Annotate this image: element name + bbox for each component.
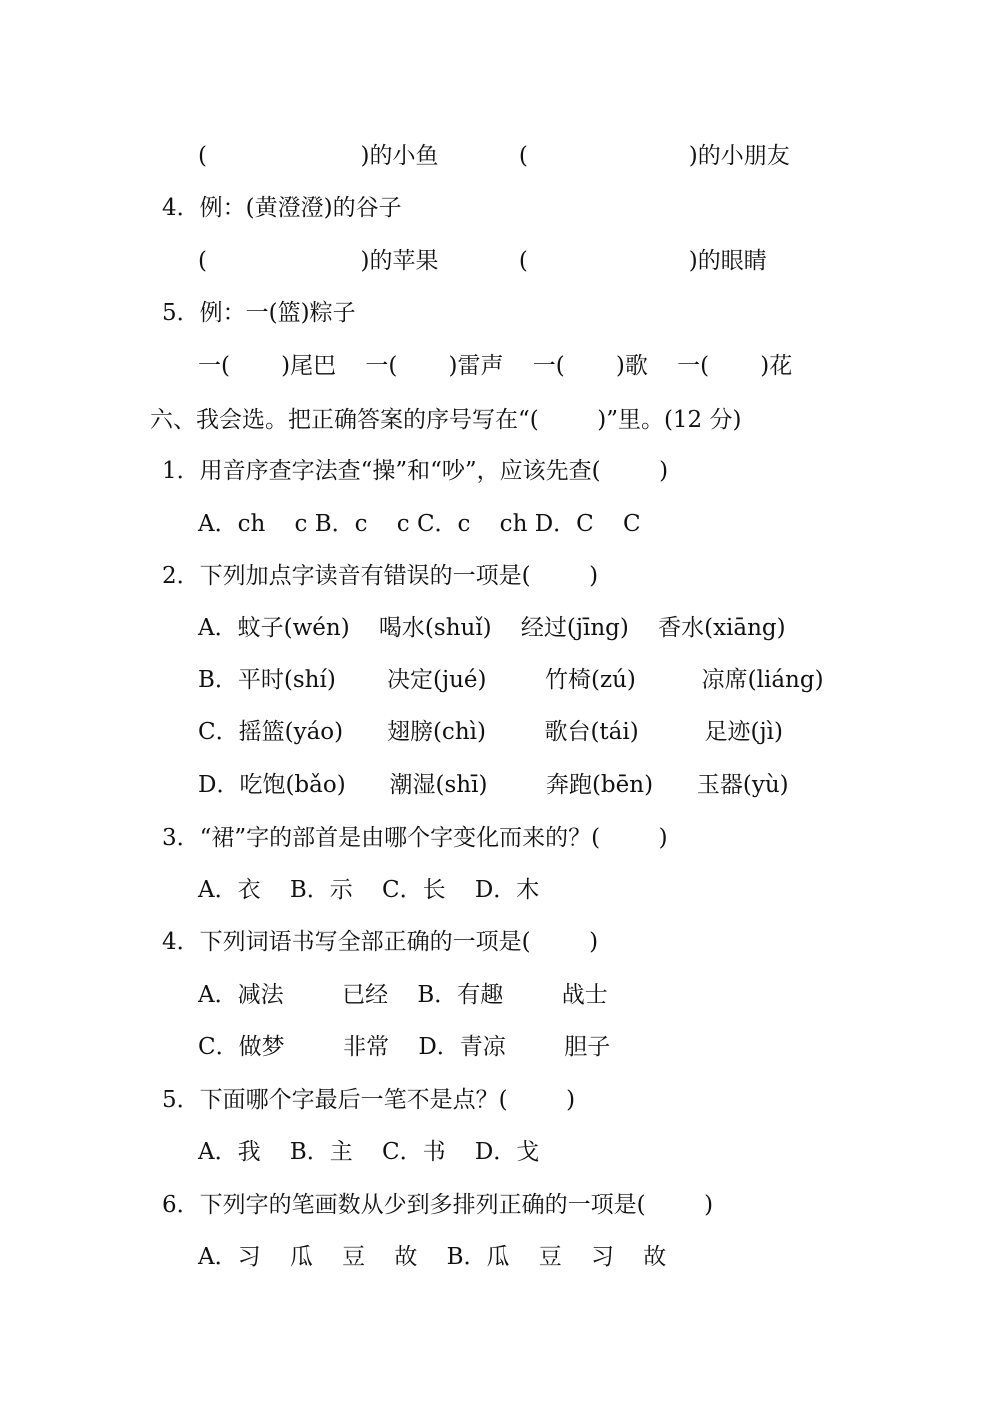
section-6-title: 六、我会选。把正确答案的序号写在“( )”里。(12 分) [150, 407, 742, 433]
section-6-question-1-options: A．ch c B．c c C．c ch D．C C [198, 511, 641, 537]
section-6-question-3: 3．“裙”字的部首是由哪个字变化而来的？( ) [162, 825, 668, 851]
section-6-question-2-option-b: B．平时(shí) 决定(jué) 竹椅(zú) 凉席(liáng) [198, 667, 824, 693]
section-6-question-2: 2．下列加点字读音有错误的一项是( ) [162, 563, 599, 589]
section-6-question-4: 4．下列词语书写全部正确的一项是( ) [162, 929, 599, 955]
section-6-question-2-option-d: D．吃饱(bǎo) 潮湿(shī) 奔跑(bēn) 玉器(yù) [198, 772, 789, 798]
section-6-question-2-option-c: C．摇篮(yáo) 翅膀(chì) 歌台(tái) 足迹(jì) [198, 719, 783, 745]
section-6-question-6: 6．下列字的笔画数从少到多排列正确的一项是( ) [162, 1192, 714, 1218]
section-6-question-3-options: A．衣 B．示 C．长 D．木 [198, 877, 540, 903]
question-5-blanks: 一( )尾巴 一( )雷声 一( )歌 一( )花 [198, 353, 793, 379]
question-blanks-line: ( )的小鱼 ( )的小朋友 [198, 143, 790, 169]
question-4-blanks: ( )的苹果 ( )的眼睛 [198, 248, 767, 274]
section-6-question-2-option-a: A．蚊子(wén) 喝水(shuǐ) 经过(jīng) 香水(xiāng) [198, 615, 786, 641]
section-6-question-1: 1．用音序查字法查“操”和“吵”，应该先查( ) [162, 458, 669, 484]
section-6-question-4-options-cd: C．做梦 非常 D．青凉 胆子 [198, 1034, 611, 1060]
section-6-question-4-options-ab: A．减法 已经 B．有趣 战士 [198, 982, 608, 1008]
question-5-example: 5．例：一(篮)粽子 [162, 300, 356, 326]
section-6-question-5: 5．下面哪个字最后一笔不是点？( ) [162, 1087, 576, 1113]
section-6-question-6-options: A．习 瓜 豆 故 B．瓜 豆 习 故 [198, 1244, 667, 1270]
section-6-question-5-options: A．我 B．主 C．书 D．戈 [198, 1139, 540, 1165]
question-4-example: 4．例：(黄澄澄)的谷子 [162, 195, 402, 221]
